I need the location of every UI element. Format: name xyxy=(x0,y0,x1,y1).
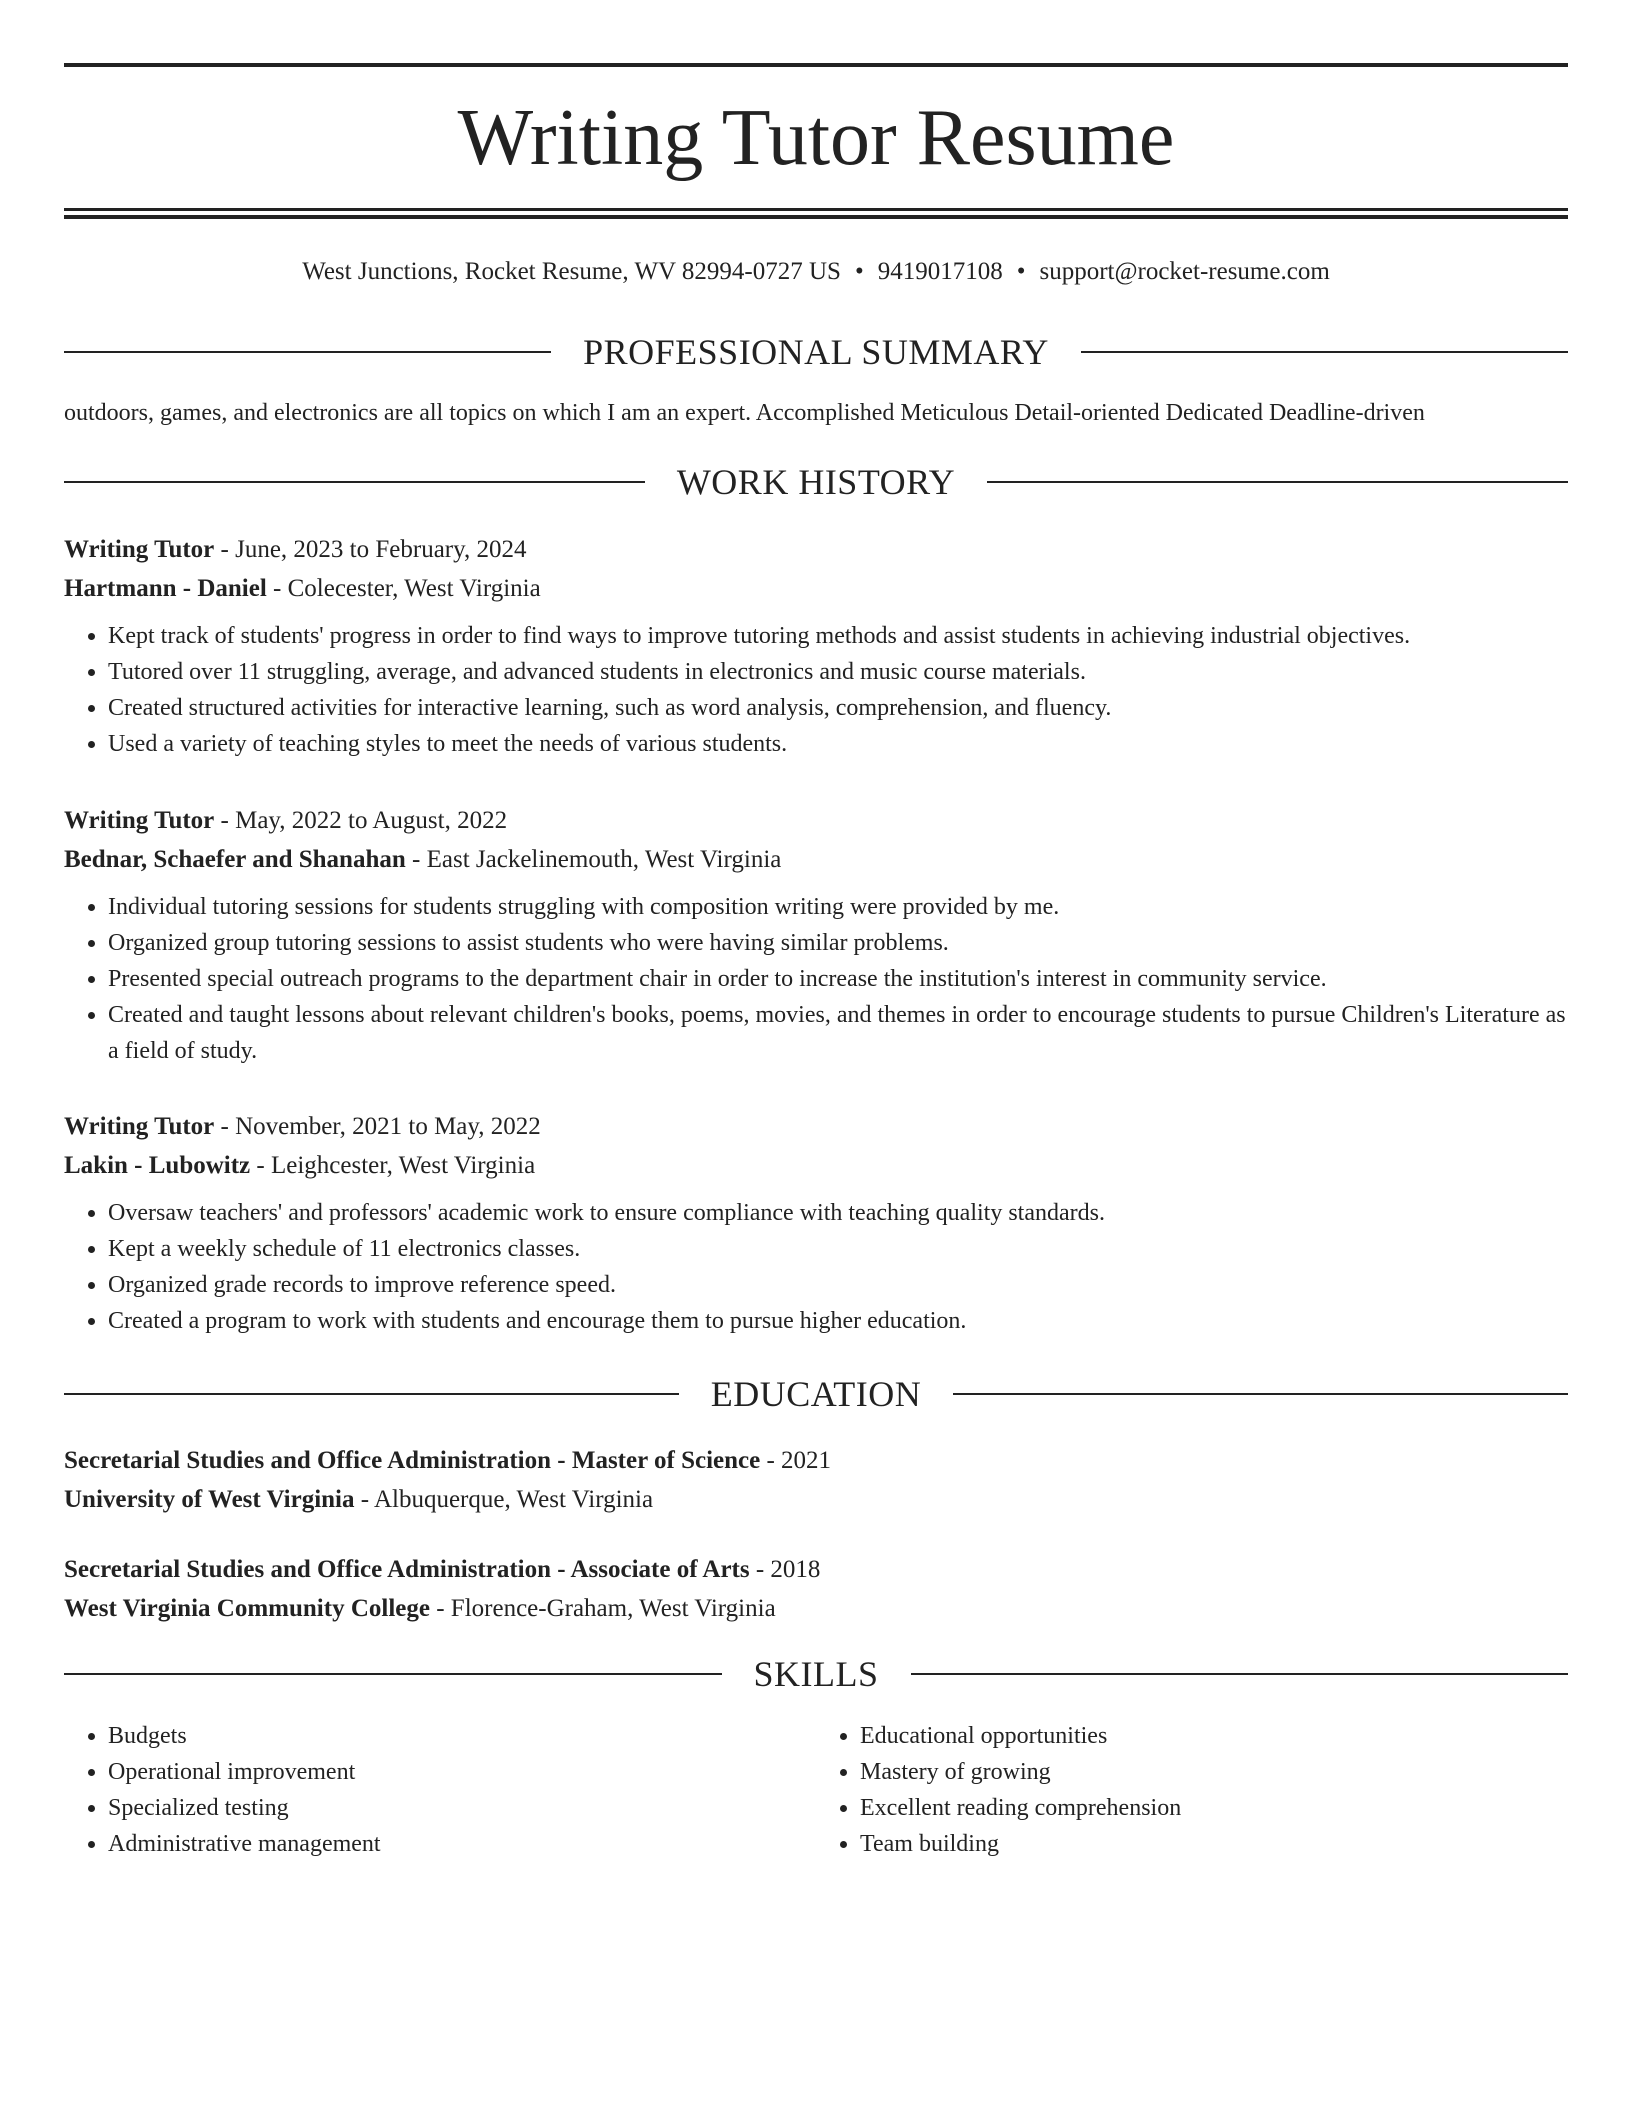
skill-item: • Excellent reading comprehension xyxy=(860,1790,1568,1826)
contact-email[interactable]: support@rocket-resume.com xyxy=(1039,258,1330,285)
job-bullet: • Organized group tutoring sessions to assist students who were having similar problems. xyxy=(108,925,1568,961)
job-bullet: • Individual tutoring sessions for students struggling with composition writing were provided by me. xyxy=(108,889,1568,925)
job-bullet: • Created structured activities for interactive learning, such as word analysis, comprehension, and fluency. xyxy=(108,690,1568,726)
section-rule xyxy=(987,481,1568,483)
skill-item: • Specialized testing xyxy=(108,1790,816,1826)
title-rule-upper xyxy=(64,208,1568,211)
job-dates: - June, 2023 to February, 2024 xyxy=(214,536,527,563)
title-rule-lower xyxy=(64,215,1568,219)
section-rule xyxy=(1081,351,1568,353)
section-rule xyxy=(64,1673,722,1675)
education-entry xyxy=(64,1441,1568,1519)
job-bullets xyxy=(64,1195,1568,1339)
job-location: - East Jackelinemouth, West Virginia xyxy=(405,846,782,873)
top-rule xyxy=(64,63,1568,67)
degree-year: - 2018 xyxy=(749,1556,821,1583)
section-title: WORK HISTORY xyxy=(676,462,956,502)
school: West Virginia Community College xyxy=(64,1595,430,1622)
job-company: Lakin - Lubowitz xyxy=(64,1152,251,1179)
skills-column-right xyxy=(816,1718,1568,1862)
school-line xyxy=(64,1480,1568,1519)
school-location: - Albuquerque, West Virginia xyxy=(354,1486,654,1513)
degree: Secretarial Studies and Office Administration - Master of Science xyxy=(64,1447,761,1474)
job-title-line xyxy=(64,801,1568,840)
job-location: - Leighcester, West Virginia xyxy=(250,1152,536,1179)
job-company-line xyxy=(64,840,1568,879)
section-rule xyxy=(953,1393,1568,1395)
job-title-line xyxy=(64,530,1568,569)
section-rule xyxy=(64,481,645,483)
skill-item: • Team building xyxy=(860,1826,1568,1862)
job-dates: - November, 2021 to May, 2022 xyxy=(214,1113,541,1140)
resume-title: Writing Tutor Resume xyxy=(457,94,1175,182)
contact-separator: • xyxy=(854,258,864,285)
job-entry xyxy=(64,1107,1568,1339)
school-line xyxy=(64,1589,1568,1628)
job-company-line xyxy=(64,1146,1568,1185)
skill-item: • Budgets xyxy=(108,1718,816,1754)
job-bullets xyxy=(64,618,1568,762)
section-heading-work xyxy=(64,460,1568,504)
job-entry xyxy=(64,801,1568,1069)
school: University of West Virginia xyxy=(64,1486,355,1513)
section-title: PROFESSIONAL SUMMARY xyxy=(583,332,1049,372)
job-title-line xyxy=(64,1107,1568,1146)
skills-list xyxy=(64,1718,1568,1862)
section-rule xyxy=(64,1393,679,1395)
job-entry xyxy=(64,530,1568,762)
skills-column-left xyxy=(64,1718,816,1862)
job-bullet: • Organized grade records to improve reference speed. xyxy=(108,1267,1568,1303)
section-rule xyxy=(64,351,551,353)
contact-separator: • xyxy=(1016,258,1026,285)
job-location: - Colecester, West Virginia xyxy=(266,575,541,602)
degree-line xyxy=(64,1550,1568,1589)
school-location: - Florence-Graham, West Virginia xyxy=(429,1595,776,1622)
summary-text: outdoors, games, and electronics are all topics on which I am an expert. Accomplished Meticulous Detail-oriented Dedicated Deadline-driven xyxy=(64,400,1425,426)
job-bullet: • Oversaw teachers' and professors' academic work to ensure compliance with teaching quality standards. xyxy=(108,1195,1568,1231)
section-heading-skills xyxy=(64,1652,1568,1696)
job-bullet: • Kept a weekly schedule of 11 electronics classes. xyxy=(108,1231,1568,1267)
section-heading-education xyxy=(64,1372,1568,1416)
job-title: Writing Tutor xyxy=(64,1113,215,1140)
job-bullets xyxy=(64,889,1568,1069)
job-bullet: • Kept track of students' progress in order to find ways to improve tutoring methods and assist students in achieving industrial objectives. xyxy=(108,618,1568,654)
job-title: Writing Tutor xyxy=(64,807,215,834)
job-company: Bednar, Schaefer and Shanahan xyxy=(64,846,406,873)
job-dates: - May, 2022 to August, 2022 xyxy=(214,807,508,834)
contact-address: West Junctions, Rocket Resume, WV 82994-0727 US xyxy=(302,258,841,285)
education-entry xyxy=(64,1550,1568,1628)
skill-item: • Mastery of growing xyxy=(860,1754,1568,1790)
job-bullet: • Presented special outreach programs to the department chair in order to increase the institution's interest in community service. xyxy=(108,961,1568,997)
job-bullet: • Tutored over 11 struggling, average, and advanced students in electronics and music course materials. xyxy=(108,654,1568,690)
job-title: Writing Tutor xyxy=(64,536,215,563)
job-bullet: • Created a program to work with students and encourage them to pursue higher education. xyxy=(108,1303,1568,1339)
degree: Secretarial Studies and Office Administration - Associate of Arts xyxy=(64,1556,750,1583)
contact-line xyxy=(64,254,1568,290)
degree-year: - 2021 xyxy=(760,1447,832,1474)
skill-item: • Operational improvement xyxy=(108,1754,816,1790)
section-title: SKILLS xyxy=(753,1654,879,1694)
section-title: EDUCATION xyxy=(710,1374,922,1414)
contact-phone: 9419017108 xyxy=(877,258,1003,285)
skill-item: • Administrative management xyxy=(108,1826,816,1862)
job-company: Hartmann - Daniel xyxy=(64,575,267,602)
section-heading-summary xyxy=(64,330,1568,374)
job-bullet: • Created and taught lessons about relevant children's books, poems, movies, and themes in order to encourage students to pursue Children's Literature as a field of study. xyxy=(108,997,1568,1069)
job-bullet: • Used a variety of teaching styles to meet the needs of various students. xyxy=(108,726,1568,762)
job-company-line xyxy=(64,569,1568,608)
section-rule xyxy=(911,1673,1569,1675)
skill-item: • Educational opportunities xyxy=(860,1718,1568,1754)
degree-line xyxy=(64,1441,1568,1480)
